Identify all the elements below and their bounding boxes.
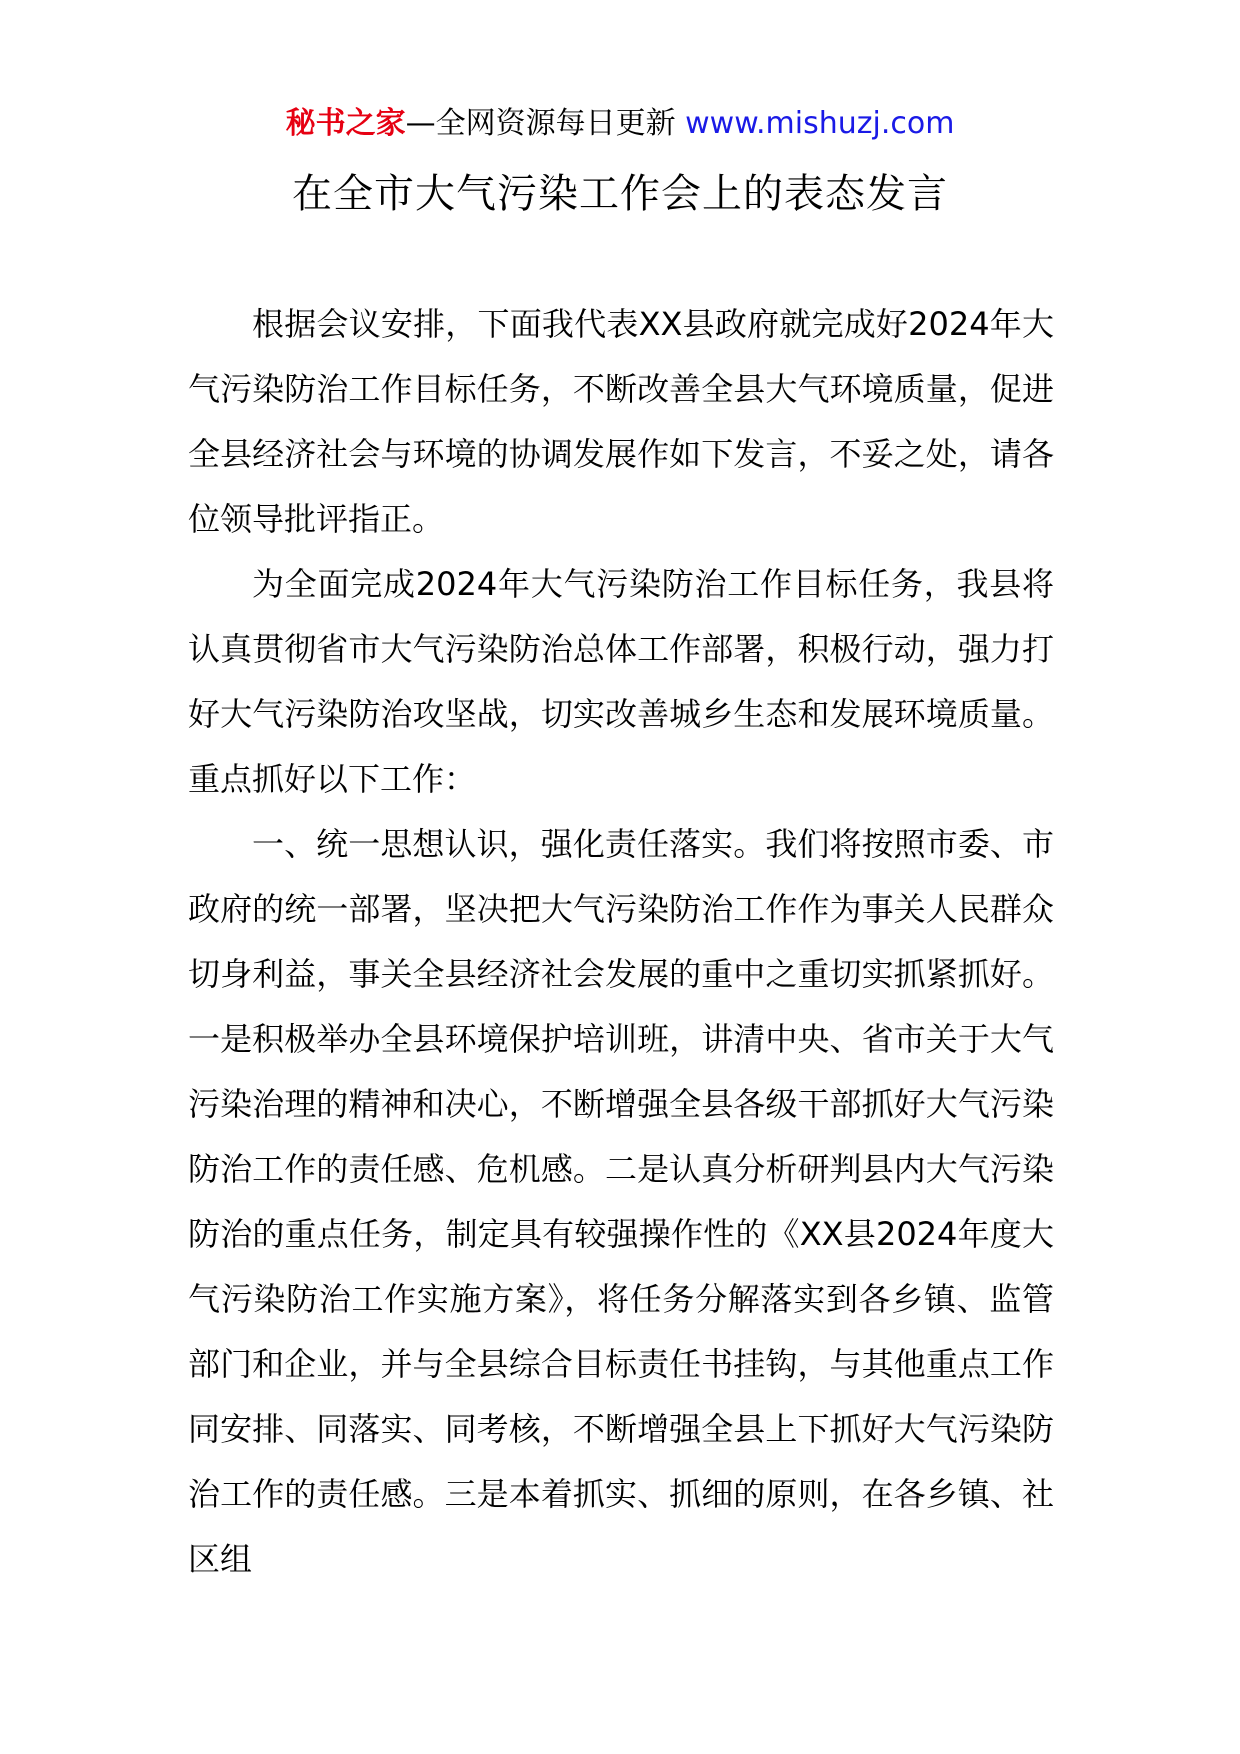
brand-name: 秘书之家 [285,106,406,141]
document-title: 在全市大气污染工作会上的表态发言 [292,171,948,217]
paragraph-section-one: 一、统一思想认识，强化责任落实。我们将按照市委、市政府的统一部署，坚决把大气污染防治工作作为事关人民群众切身利益，事关全县经济社会发展的重中之重切实抓紧抓好。一是积极举办全县环境保护培训班，讲清中央、省市关于大气污染治理的精神和决心，不断增强全县各级干部抓好大气污染防治工作的责任感、危机感。二是认真分析研判县内大气污染防治的重点任务，制定具有较强操作性的《XX县2024年度大气污染防治工作实施方案》，将任务分解落实到各乡镇、监管部门和企业，并与全县综合目标责任书挂钩，与其他重点工作同安排、同落实、同考核，不断增强全县上下抓好大气污染防治工作的责任感。三是本着抓实、抓细的原则，在各乡镇、社区组 [188,825,1054,1578]
document-body [188,292,1054,1592]
paragraph-overview: 为全面完成2024年大气污染防治工作目标任务，我县将认真贯彻省市大气污染防治总体工作部署，积极行动，强力打好大气污染防治攻坚战，切实改善城乡生态和发展环境质量。重点抓好以下工作： [188,565,1054,798]
paragraph-intro: 根据会议安排，下面我代表XX县政府就完成好2024年大气污染防治工作目标任务，不断改善全县大气环境质量，促进全县经济社会与环境的协调发展作如下发言，不妥之处，请各位领导批评指正。 [188,305,1054,538]
site-url-link[interactable]: www.mishuzj.com [685,106,955,141]
site-banner [0,104,1240,144]
banner-tagline: —全网资源每日更新 [405,106,686,141]
